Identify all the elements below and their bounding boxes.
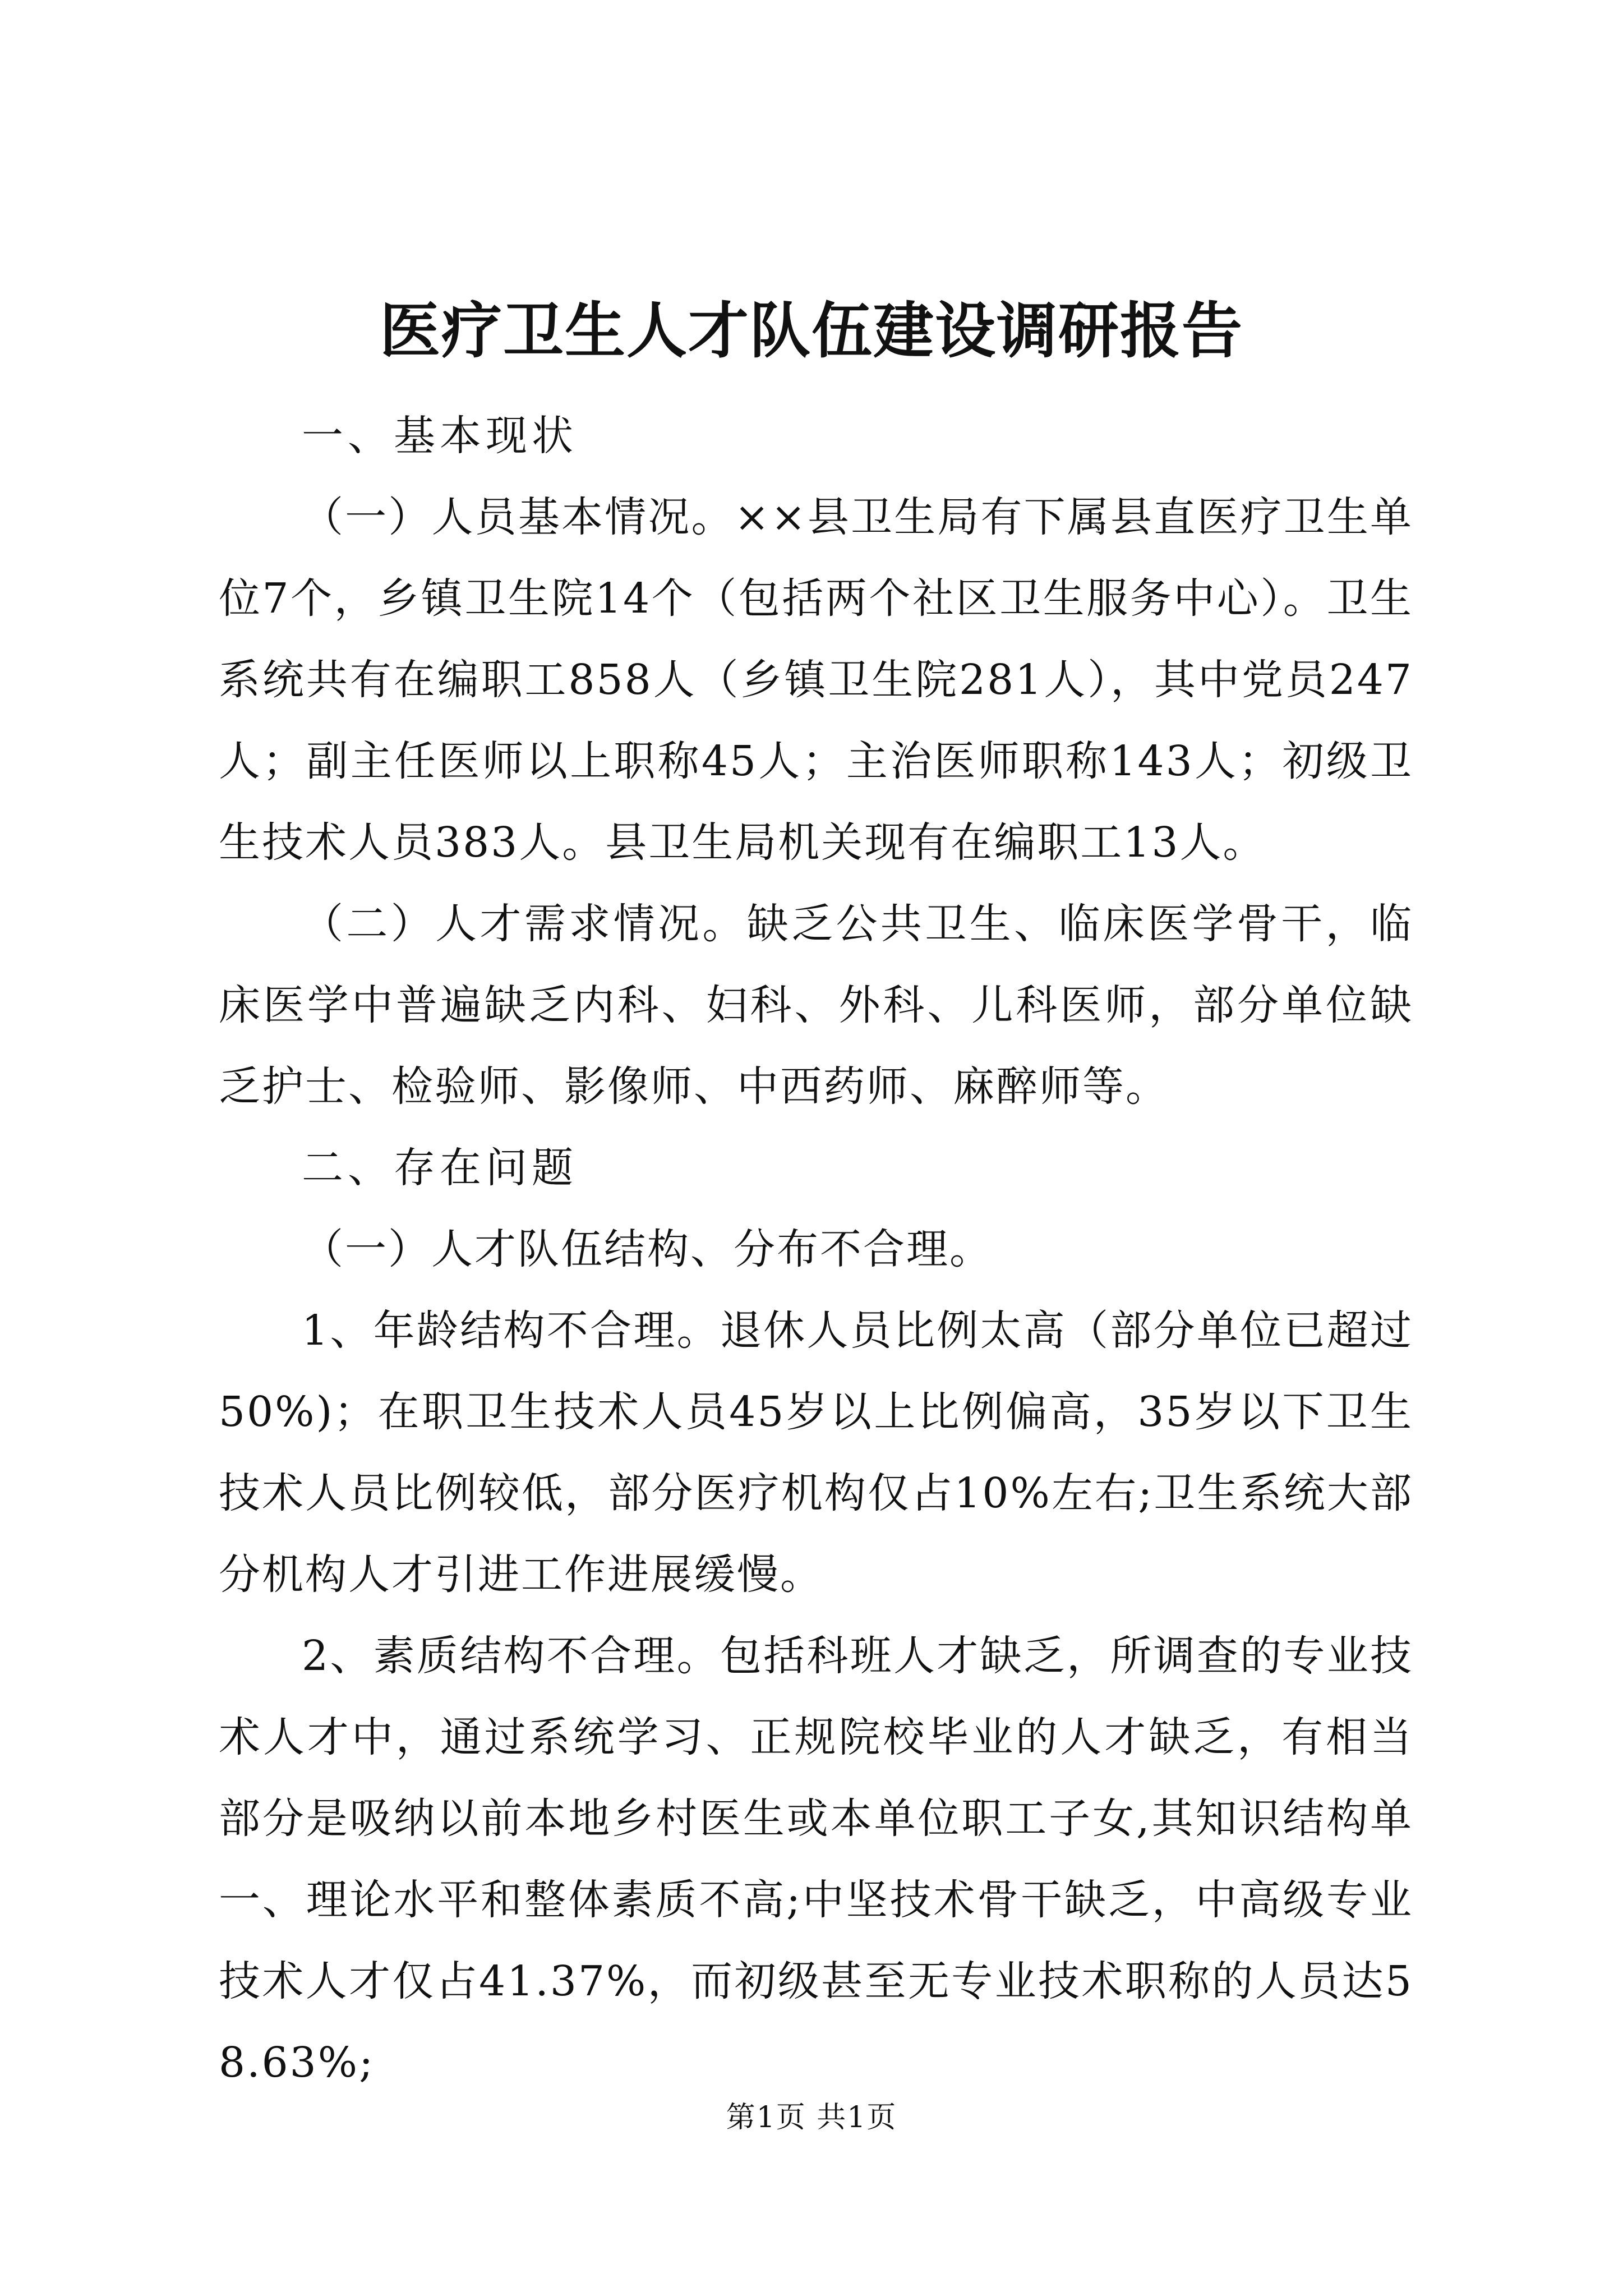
- section-heading-basic-status: 一、基本现状: [302, 412, 578, 460]
- paragraph-quality-structure: 2、素质结构不合理。包括科班人才缺乏，所调查的专业技术人才中，通过系统学习、正规院校毕业的人才缺乏，有相当部分是吸纳以前本地乡村医生或本单位职工子女,其知识结构单一、理论水平和整体素质不高;中坚技术骨干缺乏，中高级专业技术人才仅占41.37%，而初级甚至无专业技术职称的人员达58.63%;: [219, 1632, 1413, 2087]
- paragraph-talent-demand: （二）人才需求情况。缺乏公共卫生、临床医学骨干，临床医学中普遍缺乏内科、妇科、外科、儿科医师，部分单位缺乏护士、检验师、影像师、中西药师、麻醉师等。: [219, 900, 1413, 1111]
- paragraph-age-structure: 1、年龄结构不合理。退休人员比例太高（部分单位已超过50%)；在职卫生技术人员45岁以上比例偏高，35岁以下卫生技术人员比例较低，部分医疗机构仅占10%左右;卫生系统大部分机构人才引进工作进展缓慢。: [219, 1306, 1413, 1599]
- page-footer: 第1页 共1页: [726, 2101, 897, 2134]
- paragraph-structure-distribution: （一）人才队伍结构、分布不合理。: [302, 1225, 993, 1273]
- paragraph-staff-basics: （一）人员基本情况。××县卫生局有下属县直医疗卫生单位7个，乡镇卫生院14个（包括两个社区卫生服务中心）。卫生系统共有在编职工858人（乡镇卫生院281人），其中党员247人；副主任医师以上职称45人；主治医师职称143人；初级卫生技术人员383人。县卫生局机关现有在编职工13人。: [219, 493, 1413, 867]
- document-title: 医疗卫生人才队伍建设调研报告: [379, 296, 1243, 366]
- section-heading-problems: 二、存在问题: [302, 1144, 578, 1192]
